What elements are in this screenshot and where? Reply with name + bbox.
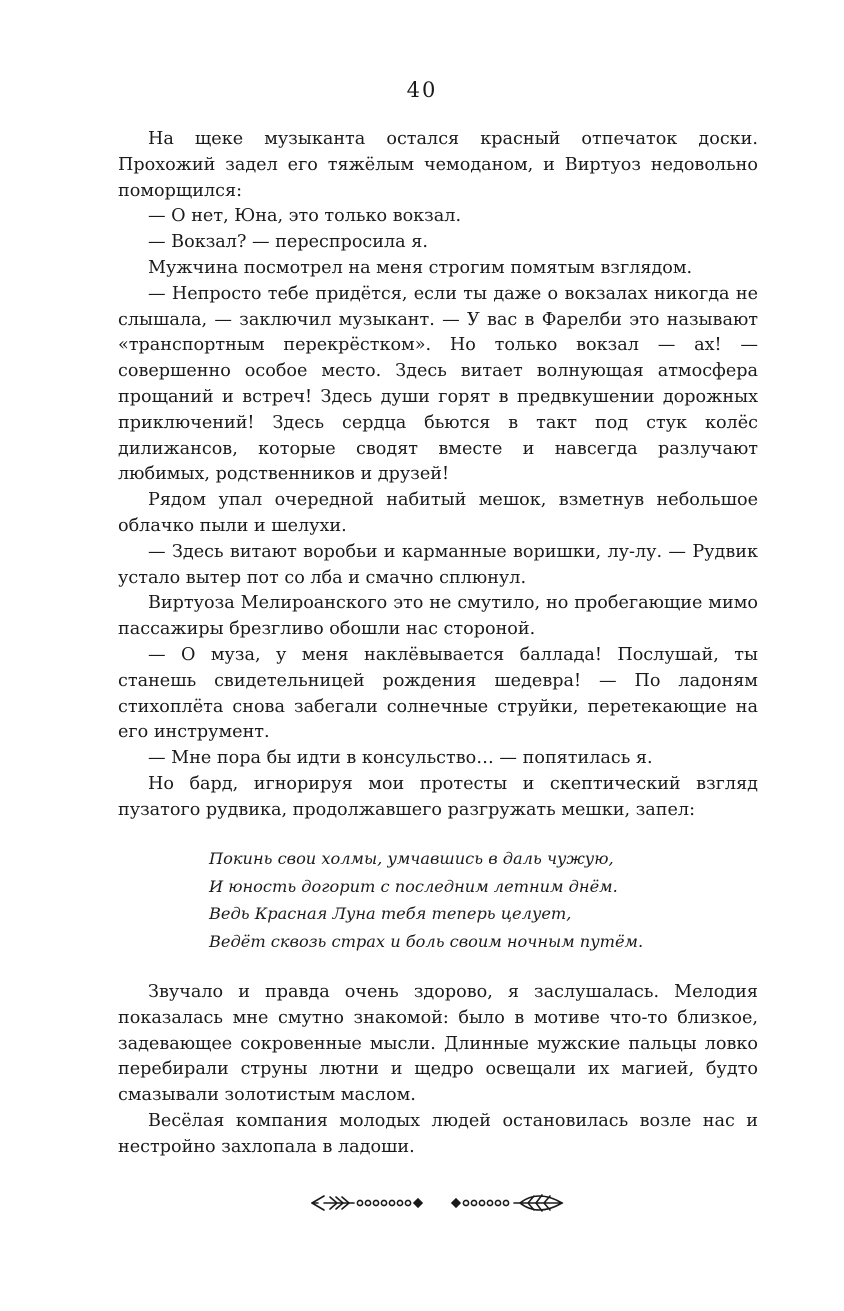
paragraph: Звучало и правда очень здорово, я заслушалась. Мелодия показалась мне смутно знакомой: было в мотиве что-то близкое, задевающее сокровенные мысли. Длинные мужские пальцы ловко перебирали струны лютни и щедро освещали их магией, будто смазывали золотистым маслом. xyxy=(118,982,758,1106)
paragraph: — О муза, у меня наклёвывается баллада! Послушай, ты станешь свидетельницей рождения шедевра! — По ладоням стихоплёта снова забегали солнечные струйки, перетекающие на его инструмент. xyxy=(118,644,758,743)
paragraph: — Вокзал? — переспросила я. xyxy=(148,232,428,253)
paragraph: Весёлая компания молодых людей остановилась возле нас и нестройно захлопала в ладоши. xyxy=(118,1110,758,1157)
paragraph: Рядом упал очередной набитый мешок, взметнув небольшое облачко пыли и шелухи. xyxy=(118,490,758,536)
paragraph: Виртуоза Мелироанского это не смутило, но пробегающие мимо пассажиры брезгливо обошли нас стороной. xyxy=(118,593,758,640)
poem-stanza xyxy=(209,845,729,955)
poem-line: Ведёт сквозь страх и боль своим ночным путём. xyxy=(209,931,644,951)
paragraph: — Здесь витают воробьи и карманные воришки, лу-лу. — Рудвик устало вытер пот со лба и смачно сплюнул. xyxy=(118,541,758,588)
page-number: 40 xyxy=(406,78,438,102)
paragraph: — Мне пора бы идти в консульство… — попятилась я. xyxy=(148,748,653,769)
paragraph: Мужчина посмотрел на меня строгим помятым взглядом. xyxy=(148,257,693,278)
paragraph: Но бард, игнорируя мои протесты и скептический взгляд пузатого рудвика, продолжавшего разгружать мешки, запел: xyxy=(118,773,758,820)
prose-top xyxy=(118,127,758,824)
paragraph: — Непросто тебе придётся, если ты даже о вокзалах никогда не слышала, — заключил музыкант. — У вас в Фарелби это называют «транспортным перекрёстком». Но только вокзал — ах! — совершенно особое место. Здесь витает волнующая атмосфера прощаний и встреч! Здесь души горят в предвкушении дорожных приключений! Здесь сердца бьются в такт под стук колёс дилижансов, которые сводят вместе и навсегда разлучают любимых, родственников и друзей! xyxy=(118,283,758,485)
poem-line: Ведь Красная Луна тебя теперь целует, xyxy=(209,904,572,924)
arrow-moon-divider-icon xyxy=(310,1183,564,1223)
poem-line: Покинь свои холмы, умчавшись в даль чужую, xyxy=(209,849,614,868)
paragraph: — О нет, Юна, это только вокзал. xyxy=(148,206,462,227)
prose-bottom xyxy=(118,980,758,1161)
paragraph: На щеке музыканта остался красный отпечаток доски. Прохожий задел его тяжёлым чемоданом, и Виртуоз недовольно поморщился: xyxy=(118,129,758,201)
poem-line: И юность догорит с последним летним днём. xyxy=(209,876,618,896)
